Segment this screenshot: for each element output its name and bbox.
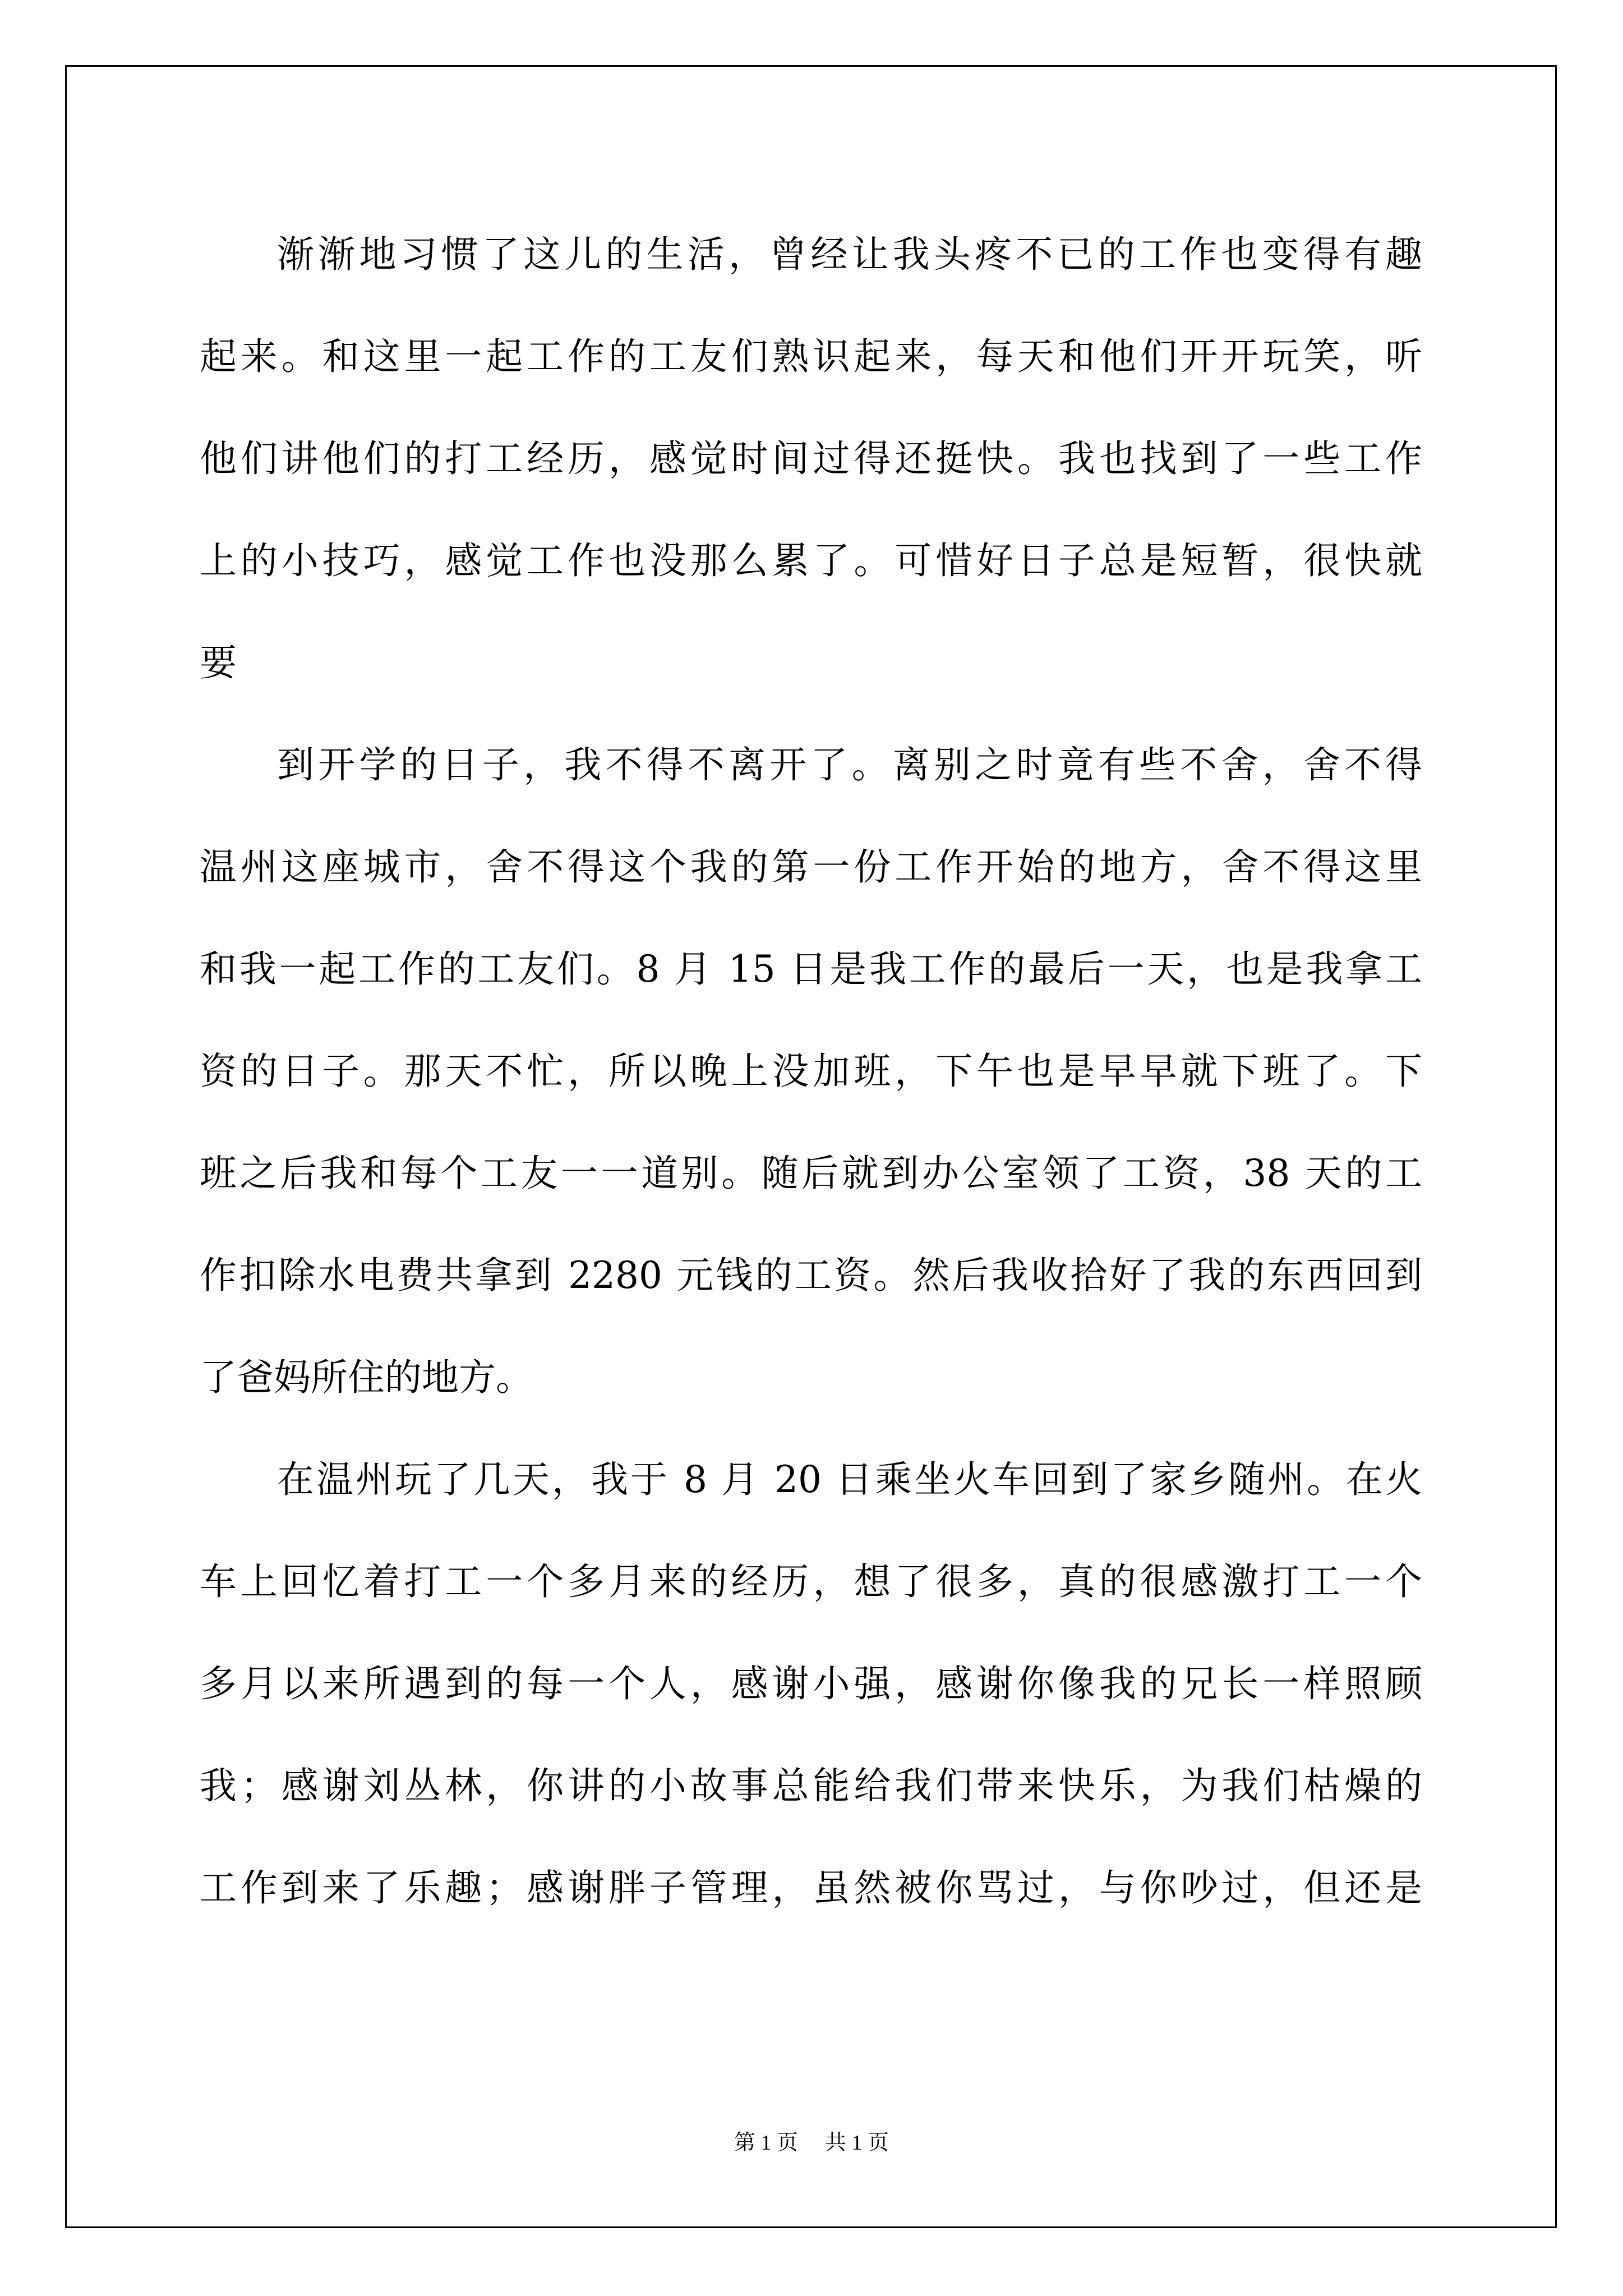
text-line: 到开学的日子，我不得不离开了。离别之时竟有些不舍，舍不得 [277,743,1422,786]
text-line: 多月以来所遇到的每一个人，感谢小强，感谢你像我的兄长一样照顾 [200,1662,1422,1705]
page-footer [0,2129,1623,2157]
text-line: 资的日子。那天不忙，所以晚上没加班，下午也是早早就下班了。下 [200,1050,1422,1093]
text-line: 班之后我和每个工友一一道别。随后就到办公室领了工资，38 天的工 [200,1152,1422,1195]
text-line: 工作到来了乐趣；感谢胖子管理，虽然被你骂过，与你吵过，但还是 [200,1866,1422,1910]
document-body [200,204,1422,1939]
text-line: 要 [200,641,237,684]
text-line: 了爸妈所住的地方。 [200,1356,533,1399]
paragraph-3 [200,1429,1422,1939]
paragraph-1 [200,204,1422,714]
text-line: 上的小技巧，感觉工作也没那么累了。可惜好日子总是短暂，很快就 [200,539,1422,582]
page-total: 共 1 页 [825,2131,889,2155]
text-line: 车上回忆着打工一个多月来的经历，想了很多，真的很感激打工一个 [200,1560,1422,1603]
text-line: 他们讲他们的打工经历，感觉时间过得还挺快。我也找到了一些工作 [200,437,1422,480]
text-line: 作扣除水电费共拿到 2280 元钱的工资。然后我收拾好了我的东西回到 [200,1254,1422,1297]
text-line: 在温州玩了几天，我于 8 月 20 日乘坐火车回到了家乡随州。在火 [277,1458,1422,1501]
page-number: 第 1 页 [734,2131,798,2155]
text-line: 和我一起工作的工友们。8 月 15 日是我工作的最后一天，也是我拿工 [200,947,1422,991]
paragraph-2 [200,714,1422,1429]
text-line: 我；感谢刘丛林，你讲的小故事总能给我们带来快乐，为我们枯燥的 [200,1764,1422,1807]
text-line: 温州这座城市，舍不得这个我的第一份工作开始的地方，舍不得这里 [200,845,1422,889]
text-line: 渐渐地习惯了这儿的生活，曾经让我头疼不已的工作也变得有趣 [277,233,1422,276]
text-line: 起来。和这里一起工作的工友们熟识起来，每天和他们开开玩笑，听 [200,335,1422,378]
